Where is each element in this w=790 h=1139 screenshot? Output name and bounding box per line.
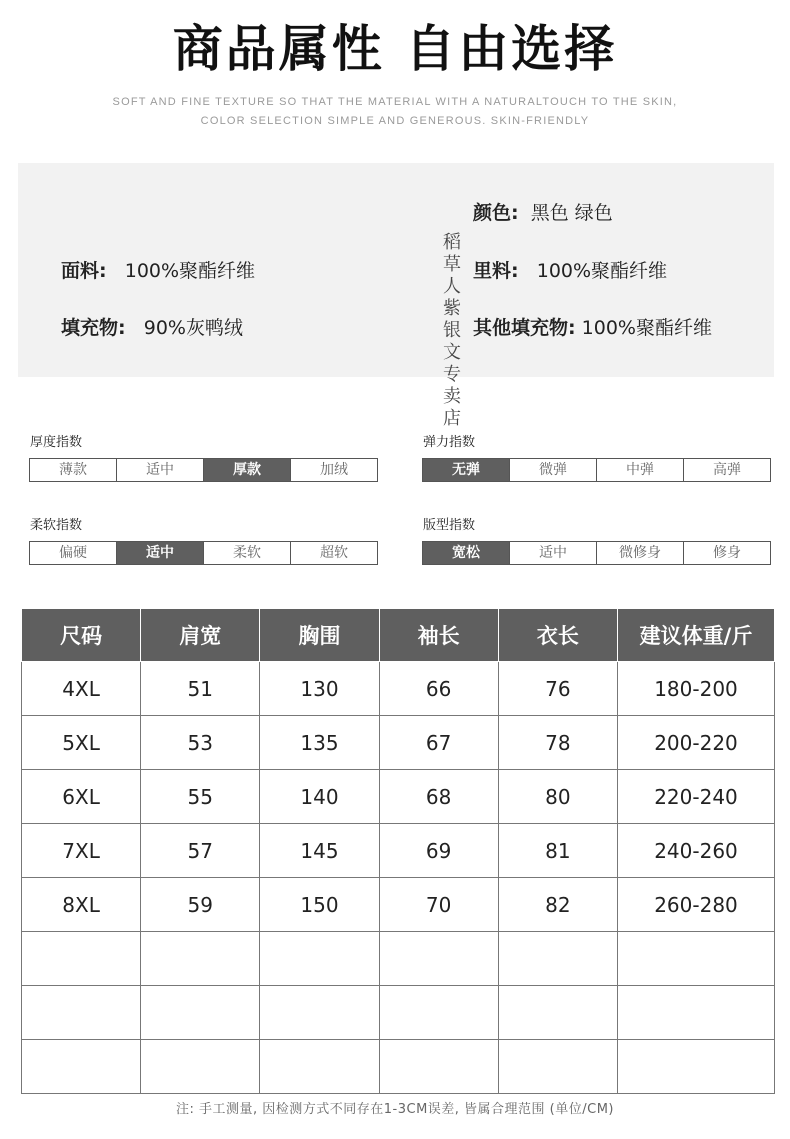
table-cell: 78 (498, 716, 617, 770)
table-cell: 240-260 (618, 824, 775, 878)
table-cell: 55 (141, 770, 260, 824)
attr-lining-value: 100%聚酯纤维 (536, 260, 668, 282)
table-cell: 7XL (22, 824, 141, 878)
size-table-header-cell: 袖长 (379, 609, 498, 662)
attr-filling-value: 90%灰鸭绒 (143, 317, 243, 339)
size-table-header-cell: 肩宽 (141, 609, 260, 662)
attr-filling (61, 313, 243, 340)
table-row (22, 824, 775, 878)
thickness-option: 薄款 (59, 462, 87, 478)
elasticity-index-label: 弹力指数 (423, 435, 476, 450)
table-cell: 80 (498, 770, 617, 824)
page-subtitle (0, 93, 790, 131)
table-cell (260, 986, 379, 1040)
table-cell: 140 (260, 770, 379, 824)
fit-option: 适中 (509, 542, 596, 564)
table-row (22, 878, 775, 932)
table-cell (498, 932, 617, 986)
table-cell (260, 1040, 379, 1094)
attr-other-filling-key: 其他填充物: (473, 317, 576, 339)
table-cell (141, 986, 260, 1040)
elasticity-option: 高弹 (683, 459, 770, 481)
size-table-header-cell: 胸围 (260, 609, 379, 662)
attr-fabric (61, 256, 255, 283)
softness-option: 适中 (116, 542, 203, 564)
subtitle-line-2: COLOR SELECTION SIMPLE AND GENEROUS. SKIN-FRIENDLY (200, 115, 590, 127)
table-cell (498, 986, 617, 1040)
table-row (22, 1040, 775, 1094)
attr-lining (473, 256, 667, 283)
table-cell: 69 (379, 824, 498, 878)
elasticity-option: 中弹 (596, 459, 683, 481)
table-cell: 5XL (22, 716, 141, 770)
table-cell: 8XL (22, 878, 141, 932)
size-table-body (22, 662, 775, 1094)
table-cell: 6XL (22, 770, 141, 824)
table-cell: 220-240 (618, 770, 775, 824)
table-cell: 51 (141, 662, 260, 716)
shop-watermark: 稻草人紫银文专卖店 (443, 232, 461, 429)
thickness-scale (29, 458, 378, 482)
size-table-header-cell: 尺码 (22, 609, 141, 662)
table-cell (22, 932, 141, 986)
table-cell (618, 1040, 775, 1094)
attr-fabric-value: 100%聚酯纤维 (124, 260, 256, 282)
fit-option: 微修身 (596, 542, 683, 564)
table-cell: 53 (141, 716, 260, 770)
table-cell: 70 (379, 878, 498, 932)
table-cell: 76 (498, 662, 617, 716)
page-title: 商品属性 自由选择 (172, 20, 618, 78)
attr-filling-key: 填充物: (61, 317, 126, 339)
table-cell: 130 (260, 662, 379, 716)
table-cell (141, 932, 260, 986)
elasticity-option: 微弹 (509, 459, 596, 481)
subtitle-line-1: SOFT AND FINE TEXTURE SO THAT THE MATERIAL WITH A NATURALTOUCH TO THE SKIN, (112, 96, 678, 108)
table-cell (379, 986, 498, 1040)
table-row (22, 716, 775, 770)
size-table-header-cell: 建议体重/斤 (618, 609, 775, 662)
softness-option: 超软 (290, 542, 377, 564)
elasticity-option: 无弹 (423, 459, 509, 481)
thickness-option: 加绒 (290, 459, 377, 481)
table-row (22, 662, 775, 716)
table-cell: 150 (260, 878, 379, 932)
table-cell: 59 (141, 878, 260, 932)
softness-option: 偏硬 (59, 545, 87, 561)
attr-color-key: 颜色: (473, 202, 519, 224)
table-cell: 67 (379, 716, 498, 770)
thickness-index-label: 厚度指数 (30, 435, 83, 450)
size-table-header-row (22, 609, 775, 662)
attr-other-filling-value: 100%聚酯纤维 (581, 317, 712, 339)
size-chart-table (21, 608, 775, 1094)
attr-color-value: 黑色 绿色 (530, 202, 613, 224)
size-table-header-cell: 衣长 (498, 609, 617, 662)
fit-option: 修身 (683, 542, 770, 564)
attr-other-filling (473, 313, 712, 340)
table-cell: 68 (379, 770, 498, 824)
table-cell: 82 (498, 878, 617, 932)
softness-scale (29, 541, 378, 565)
table-cell (22, 1040, 141, 1094)
table-row (22, 770, 775, 824)
fit-option: 宽松 (423, 542, 509, 564)
table-row (22, 932, 775, 986)
table-cell (618, 932, 775, 986)
table-cell (22, 986, 141, 1040)
table-cell (498, 1040, 617, 1094)
attr-fabric-key: 面料: (61, 260, 107, 282)
table-cell (260, 932, 379, 986)
table-cell: 180-200 (618, 662, 775, 716)
measurement-note: 注: 手工测量, 因检测方式不同存在1-3CM误差, 皆属合理范围 (单位/CM) (175, 1102, 615, 1117)
softness-index-label: 柔软指数 (30, 518, 83, 533)
thickness-option: 厚款 (203, 459, 290, 481)
table-cell: 57 (141, 824, 260, 878)
table-cell: 66 (379, 662, 498, 716)
elasticity-scale (422, 458, 771, 482)
attr-lining-key: 里料: (473, 260, 519, 282)
table-cell: 81 (498, 824, 617, 878)
table-cell (141, 1040, 260, 1094)
softness-option: 柔软 (203, 542, 290, 564)
thickness-option: 适中 (116, 459, 203, 481)
table-cell: 200-220 (618, 716, 775, 770)
attr-color (473, 198, 613, 225)
table-cell: 145 (260, 824, 379, 878)
table-cell: 135 (260, 716, 379, 770)
table-cell (379, 932, 498, 986)
fit-index-label: 版型指数 (423, 518, 476, 533)
table-cell: 4XL (22, 662, 141, 716)
table-cell (379, 1040, 498, 1094)
table-cell: 260-280 (618, 878, 775, 932)
table-cell (618, 986, 775, 1040)
table-row (22, 986, 775, 1040)
fit-scale (422, 541, 771, 565)
